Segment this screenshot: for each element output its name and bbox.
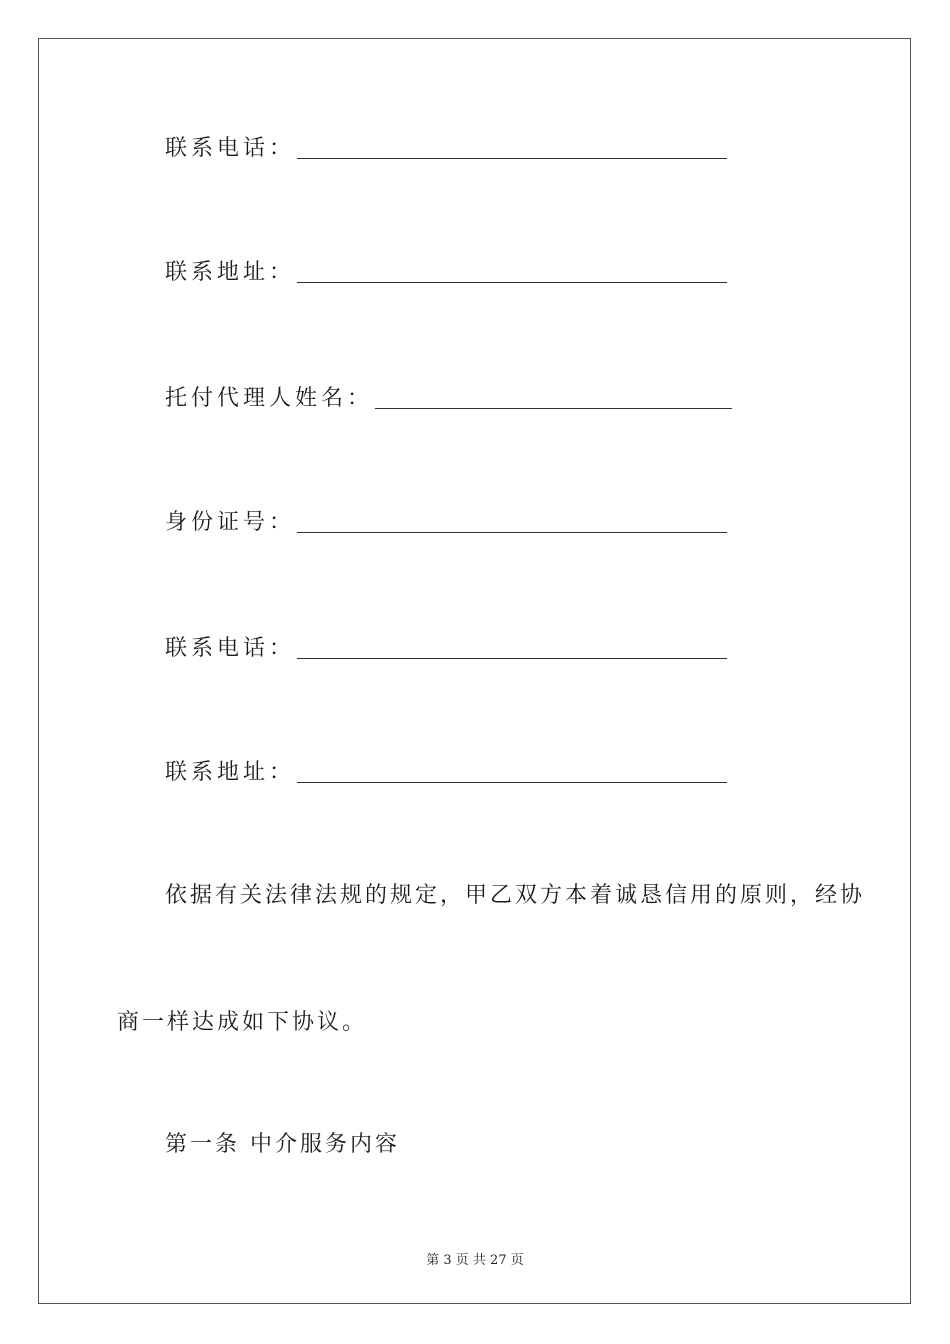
fill-in-line bbox=[297, 531, 727, 533]
field-label: 托付代理人姓名： bbox=[165, 386, 374, 411]
fill-in-line bbox=[297, 657, 727, 659]
field-label: 联系地址： bbox=[165, 260, 296, 285]
field-label: 联系电话： bbox=[165, 136, 296, 161]
contact-address-field-1 bbox=[165, 256, 727, 286]
field-label: 身份证号： bbox=[165, 510, 296, 535]
page-number-footer: 第 3 页 共 27 页 bbox=[426, 1253, 524, 1268]
contact-address-field-2 bbox=[165, 756, 727, 786]
agreement-paragraph-line-1: 依据有关法律法规的规定，甲乙双方本着诚恳信用的原则，经协 bbox=[165, 883, 866, 908]
id-number-field bbox=[165, 506, 727, 536]
fill-in-line bbox=[375, 407, 732, 409]
article-heading: 第一条 中介服务内容 bbox=[165, 1132, 400, 1157]
field-label: 联系地址： bbox=[165, 760, 296, 785]
fill-in-line bbox=[297, 281, 727, 283]
agreement-paragraph-line-2: 商一样达成如下协议。 bbox=[117, 1010, 368, 1035]
contact-phone-field-1 bbox=[165, 132, 727, 162]
contact-phone-field-2 bbox=[165, 632, 727, 662]
page-border bbox=[38, 38, 911, 1304]
agent-name-field bbox=[165, 382, 732, 412]
field-label: 联系电话： bbox=[165, 636, 296, 661]
fill-in-line bbox=[297, 781, 727, 783]
fill-in-line bbox=[297, 157, 727, 159]
